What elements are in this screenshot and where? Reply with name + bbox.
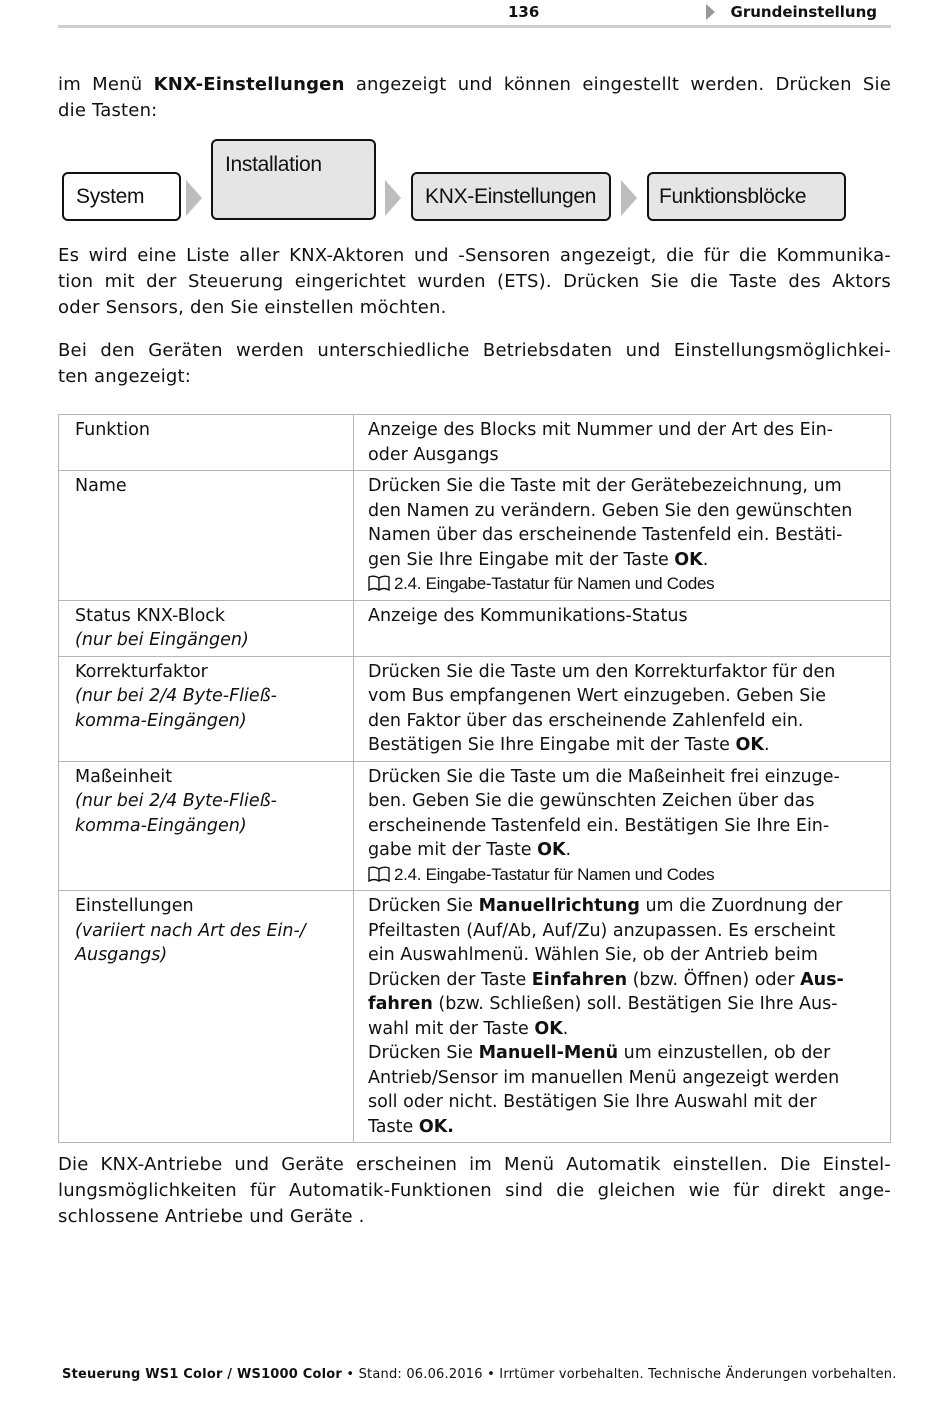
nav-arrow-icon (385, 180, 401, 216)
row-description-cell: Drücken Sie die Taste um die Maßeinheit frei einzuge- ben. Geben Sie die gewünschten Zeichen über das erscheinende Tastenfeld ein. Bestätigen Sie Ihre Ein- gabe mit der Taste OK. 2.4. Eingabe-Tastatur für Namen und Codes (354, 761, 891, 891)
row-description-cell: Drücken Sie die Taste mit der Gerätebezeichnung, um den Namen zu verändern. Geben Sie den gewünschten Namen über das erscheinende Tastenfeld ein. Bestäti- gen Sie Ihre Eingabe mit der Taste OK. 2.4. Eingabe-Tastatur für Namen und Codes (354, 471, 891, 601)
row-label-cell: Status KNX-Block (nur bei Eingängen) (59, 600, 354, 656)
table-row (59, 600, 891, 656)
footer-disclaimer: Irrtümer vorbehalten. Technische Änderungen vorbehalten. (499, 1367, 897, 1382)
row-label-cell: Einstellungen (variiert nach Art des Ein-/ Ausgangs) (59, 891, 354, 1143)
row-label-cell: Funktion (59, 415, 354, 471)
knx-settings-button[interactable]: KNX-Einstellungen (411, 172, 611, 221)
cross-reference-link[interactable]: 2.4. Eingabe-Tastatur für Namen und Codes (368, 572, 884, 597)
row-description-cell: Drücken Sie Manuellrichtung um die Zuordnung der Pfeiltasten (Auf/Ab, Auf/Zu) anzupassen. Es erscheint ein Auswahlmenü. Wählen Sie, ob der Antrieb beim Drücken der Taste Einfahren (bzw. Öffnen) oder Aus- fahren (bzw. Schließen) soll. Bestätigen Sie Ihre Aus- wahl mit der Taste OK. Drücken Sie Manuell-Menü um einzustellen, ob der Antrieb/Sensor im manuellen Menü angezeigt werden soll oder nicht. Bestätigen Sie Ihre Auswahl mit der Taste OK. (354, 891, 891, 1143)
table-row (59, 415, 891, 471)
page-footer: Steuerung WS1 Color / WS1000 Color • Stand: 06.06.2016 • Irrtümer vorbehalten. Technische Änderungen vorbehalten. (62, 1367, 897, 1382)
menu-name-knx: KNX-Einstellungen (153, 74, 345, 95)
cross-reference-link[interactable]: 2.4. Eingabe-Tastatur für Namen und Codes (368, 863, 884, 888)
intro-line-2: die Tasten: (58, 100, 158, 121)
page-header (58, 0, 891, 28)
paragraph-device-list: Es wird eine Liste aller KNX-Aktoren und -Sensoren angezeigt, die für die Kommunika- tion mit der Steuerung eingerichtet wurden (ETS). Drücken Sie die Taste des Aktors oder Sensors, den Sie einstellen möchten. (58, 245, 891, 318)
paragraph-operating-data: Bei den Geräten werden unterschiedliche Betriebsdaten und Einstellungsmöglichkei- ten angezeigt: (58, 340, 891, 387)
installation-button[interactable]: Installation (211, 139, 376, 220)
nav-arrow-icon (621, 180, 637, 216)
section-title: Grundeinstellung (730, 3, 877, 21)
table-row (59, 471, 891, 601)
book-icon (368, 866, 390, 882)
table-row (59, 761, 891, 891)
book-icon (368, 575, 390, 591)
settings-table (58, 414, 891, 1143)
row-description-cell: Anzeige des Blocks mit Nummer und der Art des Ein- oder Ausgangs (354, 415, 891, 471)
section-arrow-icon (706, 4, 715, 20)
intro-paragraph (58, 72, 891, 124)
paragraph-automatic: Die KNX-Antriebe und Geräte erscheinen im Menü Automatik einstellen. Die Einstel- lungsmöglichkeiten für Automatik-Funktionen sind die gleichen wie für direkt ange- schlossene Antriebe und Geräte . (58, 1154, 891, 1227)
footer-date: Stand: 06.06.2016 (358, 1367, 483, 1382)
row-description-cell: Anzeige des Kommunikations-Status (354, 600, 891, 656)
page-number: 136 (508, 3, 540, 21)
row-label-cell: Korrekturfaktor (nur bei 2/4 Byte-Fließ- komma-Eingängen) (59, 656, 354, 761)
function-blocks-button[interactable]: Funktionsblöcke (647, 172, 846, 221)
nav-arrow-icon (186, 180, 202, 216)
intro-line-1: im Menü KNX-Einstellungen angezeigt und können eingestellt werden. Drücken Sie (58, 74, 892, 95)
row-label-cell: Name (59, 471, 354, 601)
system-button[interactable]: System (62, 172, 181, 221)
footer-product: Steuerung WS1 Color / WS1000 Color (62, 1367, 343, 1382)
row-label-cell: Maßeinheit (nur bei 2/4 Byte-Fließ- komma-Eingängen) (59, 761, 354, 891)
table-row (59, 891, 891, 1143)
table-row (59, 656, 891, 761)
row-description-cell: Drücken Sie die Taste um den Korrekturfaktor für den vom Bus empfangenen Wert einzugeben. Geben Sie den Faktor über das erscheinende Zahlenfeld ein. Bestätigen Sie Ihre Eingabe mit der Taste OK. (354, 656, 891, 761)
